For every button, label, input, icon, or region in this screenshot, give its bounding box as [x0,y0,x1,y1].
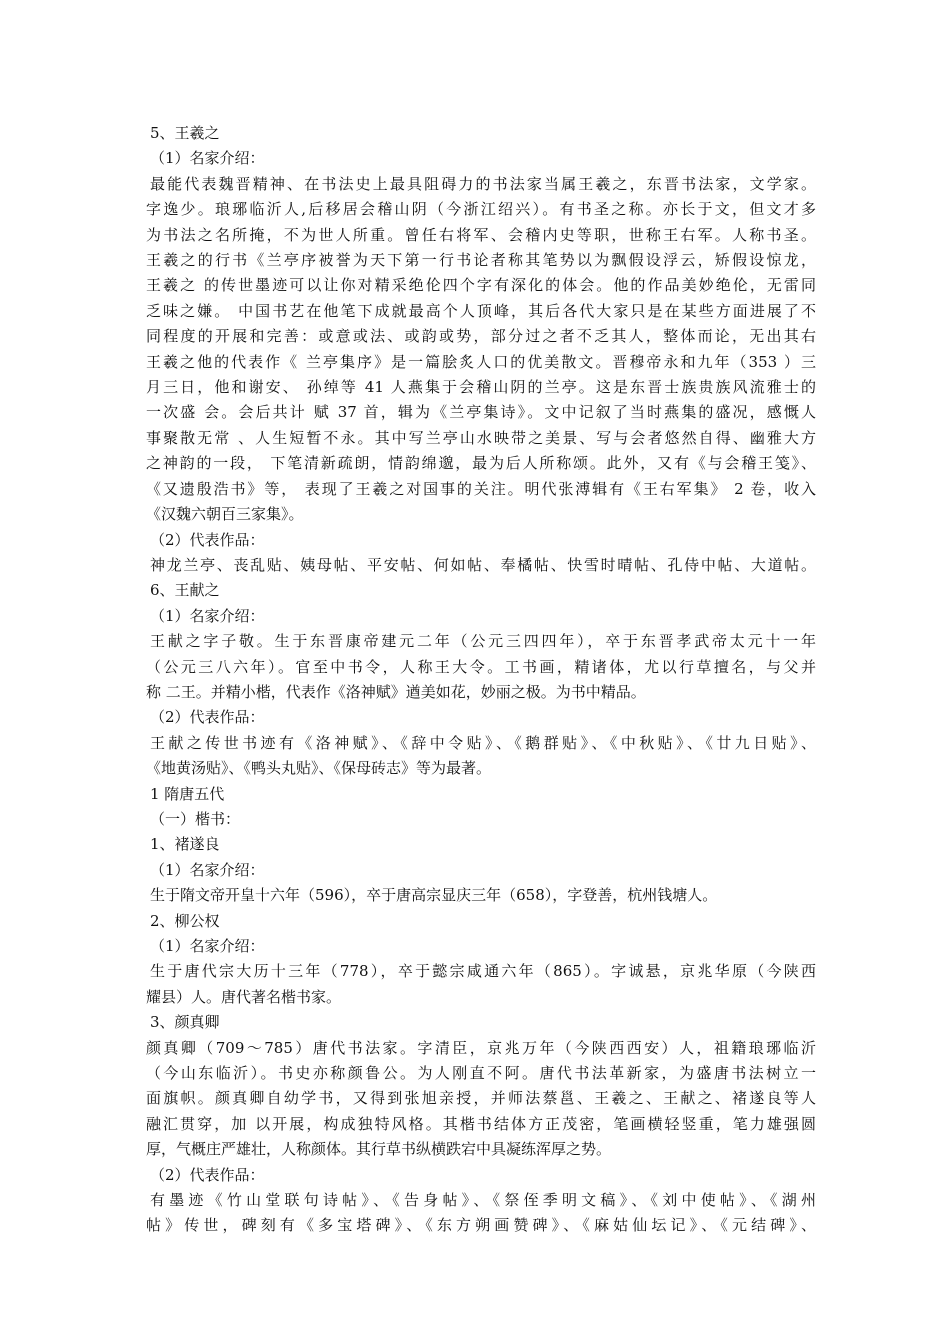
text-line: 最能代表魏晋精神、在书法史上最具阻碍力的书法家当属王羲之，东晋书法家，文学家。 [150,174,816,193]
text-line: （1）名家介绍： [150,860,265,879]
text-line: （2）代表作品： [150,530,265,549]
text-line: 1 隋唐五代 [150,784,225,803]
text-line: （今山东临沂）。书史亦称颜鲁公。为人刚直不阿。唐代书法革新家，为盛唐书法树立一 [146,1064,816,1083]
text-line: 为书法之名所掩，不为世人所重。曾任右将军、会稽内史等职，世称王右军。人称书圣。 [146,225,816,244]
text-line: 乏味之嫌。 中国书艺在他笔下成就最高个人顶峰，其后各代大家只是在某些方面进展了不 [146,301,816,320]
text-line: （1）名家介绍： [150,149,265,168]
text-line: （一）楷书： [150,809,241,828]
text-line: 厚，气概庄严雄壮，人称颜体。其行草书纵横跌宕中具凝练浑厚之势。 [146,1140,612,1159]
text-line: 颜真卿（709～785）唐代书法家。字清臣，京兆万年（今陕西西安）人，祖籍琅琊临沂 [146,1038,816,1057]
text-line: 王献之字子敬。生于东晋康帝建元二年（公元三四四年），卒于东晋孝武帝太元十一年 [150,632,816,651]
text-line: （公元三八六年）。官至中书令，人称王大令。工书画，精诸体，尤以行草擅名，与父并 [146,657,816,676]
text-line: 事聚散无常 、人生短暂不永。其中写兰亭山水映带之美景、写与会者悠然自得、幽雅大方 [146,428,816,447]
text-line: （1）名家介绍： [150,606,265,625]
text-line: 6、王献之 [150,581,220,600]
text-line: 神龙兰亭、丧乱贴、姨母帖、平安帖、何如帖、奉橘帖、快雪时晴帖、孔侍中帖、大道帖。 [150,555,816,574]
text-line: 面旗帜。颜真卿自幼学书，又得到张旭亲授，并师法蔡邕、王羲之、王献之、褚遂良等人 [146,1089,816,1108]
text-line: 帖》传世，碑刻有《多宝塔碑》、《东方朔画赞碑》、《麻姑仙坛记》、《元结碑》、 [146,1216,816,1235]
text-line: 王羲之 的传世墨迹可以让你对精采绝伦四个字有深化的体会。他的作品美妙绝伦，无雷同 [146,276,816,295]
text-line: 同程度的开展和完善：或意或法、或韵或势，部分过之者不乏其人，整体而论，无出其右 [146,327,816,346]
text-line: 一次盛 会。会后共计 赋 37 首，辑为《兰亭集诗》。文中记叙了当时燕集的盛况，感慨人 [146,403,816,422]
text-line: 耀县）人。唐代著名楷书家。 [146,987,342,1006]
text-line: 2、柳公权 [150,911,220,930]
text-line: 《又遗殷浩书》等， 表现了王羲之对国事的关注。明代张溥辑有《王右军集》 2 卷，收入 [146,479,816,498]
text-line: 称 二王。并精小楷，代表作《洛神赋》遒美如花，妙丽之极。为书中精品。 [146,682,646,701]
text-line: 生于唐代宗大历十三年（778），卒于懿宗咸通六年（865）。字诚悬，京兆华原（今陕西 [150,962,816,981]
text-line: 5、王羲之 [150,124,220,142]
text-line: 王献之传世书迹有《洛神赋》、《辞中令贴》、《鹅群贴》、《中秋贴》、《廿九日贴》、 [150,733,816,752]
text-line: 3、颜真卿 [150,1013,220,1032]
text-line: 1、褚遂良 [150,835,220,854]
text-line: （2）代表作品： [150,708,265,727]
text-line: 生于隋文帝开皇十六年（596），卒于唐高宗显庆三年（658），字登善，杭州钱塘人。 [150,886,718,905]
text-line: 月三日，他和谢安、 孙绰等 41 人燕集于会稽山阴的兰亭。这是东晋士族贵族风流雅士的 [146,378,816,397]
text-line: 融汇贯穿，加 以开展，构成独特风格。其楷书结体方正茂密，笔画横轻竖重，笔力雄强圆 [146,1114,816,1133]
text-line: 之神韵的一段， 下笔清新疏朗，情韵绵邈，最为后人所称颂。此外，又有《与会稽王笺》、 [146,454,816,473]
text-line: （2）代表作品： [150,1165,265,1184]
text-line: 王羲之他的代表作《 兰亭集序》是一篇脍炙人口的优美散文。晋穆帝永和九年（353 ）三 [146,352,816,371]
document-page [146,121,816,1239]
text-line: （1）名家介绍： [150,937,265,955]
text-line: 王羲之的行书《兰亭序被誉为天下第一行书论者称其笔势以为飘假设浮云，矫假设惊龙， [146,251,816,270]
text-line: 《汉魏六朝百三家集》。 [146,505,304,524]
text-line: 字逸少。琅琊临沂人,后移居会稽山阴（今浙江绍兴）。有书圣之称。亦长于文，但文才多 [146,200,816,219]
text-line: 有墨迹《竹山堂联句诗帖》、《告身帖》、《祭侄季明文稿》、《刘中使帖》、《湖州 [150,1191,816,1210]
text-line: 《地黄汤贴》、《鸭头丸贴》、《保母砖志》等为最著。 [146,759,492,778]
